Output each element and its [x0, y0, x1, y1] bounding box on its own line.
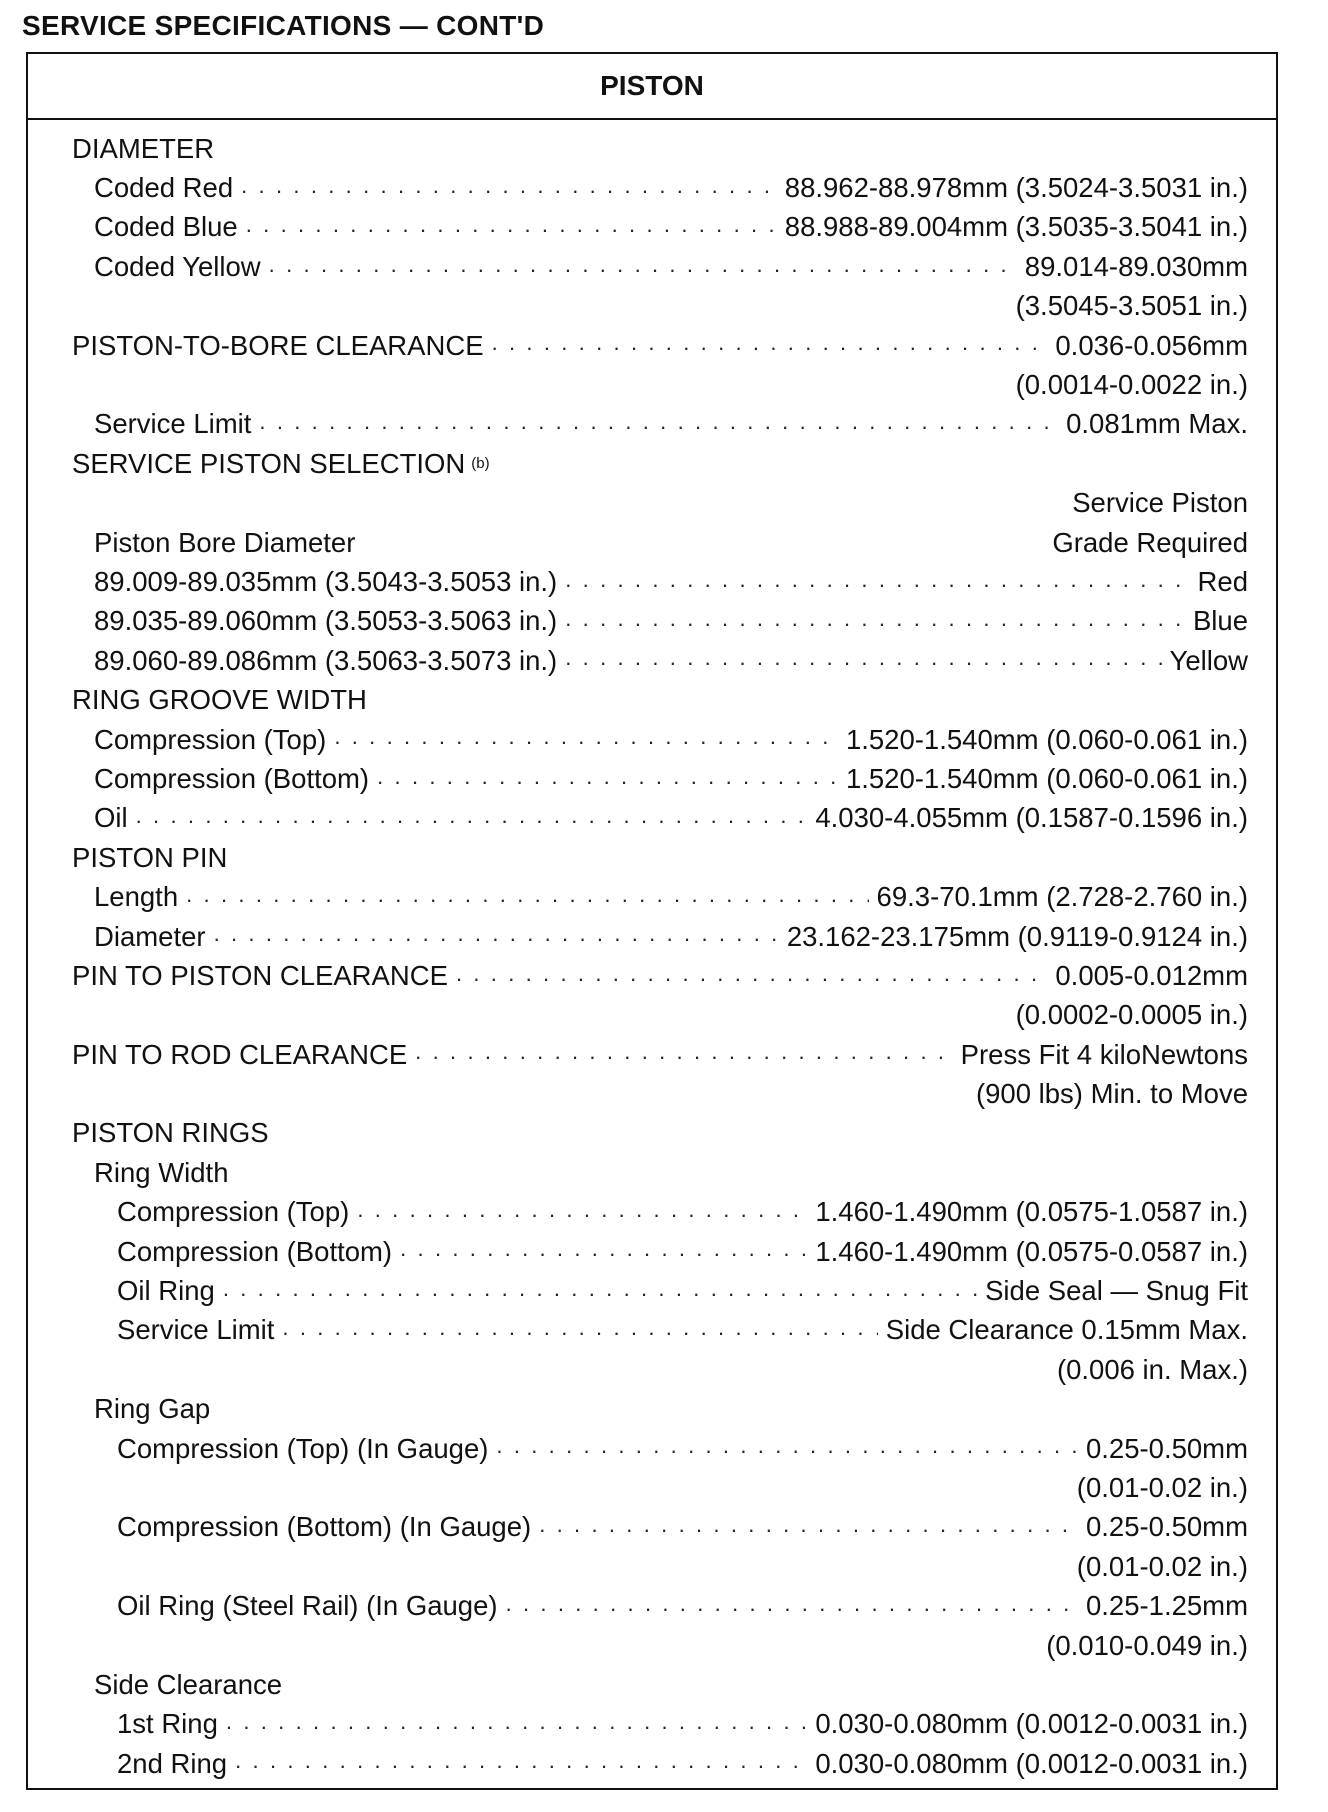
dot-leader: [136, 803, 808, 838]
spec-value: Press Fit 4 kiloNewtons: [960, 1038, 1248, 1070]
spec-rows: [28, 120, 1276, 1783]
spec-row-continuation: [28, 1468, 1276, 1507]
spec-label: Compression (Top): [117, 1196, 350, 1228]
section-label: RING GROOVE WIDTH: [72, 684, 367, 716]
sps-row-blue: [28, 602, 1276, 641]
page-title: SERVICE SPECIFICATIONS — CONT'D: [22, 10, 545, 41]
dot-leader: [539, 1512, 1078, 1547]
spec-label: Coded Blue: [94, 211, 238, 243]
spec-label: Coded Yellow: [94, 250, 261, 282]
section-label: DIAMETER: [72, 132, 215, 164]
subsection-label: Ring Gap: [94, 1393, 211, 1425]
spec-row-sc-1st: [28, 1705, 1276, 1744]
spec-value-cont: (0.010-0.049 in.): [1046, 1629, 1248, 1661]
dot-leader: [334, 724, 838, 759]
section-ring-groove-width: [28, 680, 1276, 719]
spec-value: 1.520-1.540mm (0.060-0.061 in.): [845, 762, 1248, 794]
spec-row-continuation: [28, 1074, 1276, 1113]
spec-row-pin-to-piston: [28, 956, 1276, 995]
spec-row-rg-oil-ring: [28, 1586, 1276, 1625]
spec-row-rgw-oil: [28, 799, 1276, 838]
dot-leader: [565, 645, 1161, 680]
spec-label: 89.009-89.035mm (3.5043-3.5053 in.): [94, 565, 558, 597]
dot-leader: [357, 1197, 807, 1232]
spec-row-rw-service-limit: [28, 1311, 1276, 1350]
section-label: PISTON PIN: [72, 841, 228, 873]
spec-value: Red: [1197, 565, 1248, 597]
spec-value: 0.25-0.50mm: [1085, 1432, 1248, 1464]
dot-leader: [235, 1748, 807, 1783]
spec-row-coded-blue: [28, 208, 1276, 247]
spec-row-rg-comp-bottom: [28, 1508, 1276, 1547]
spec-label: Service Limit: [94, 408, 252, 440]
spec-value: 23.162-23.175mm (0.9119-0.9124 in.): [786, 920, 1248, 952]
spec-row-pin-diameter: [28, 917, 1276, 956]
spec-value: 4.030-4.055mm (0.1587-0.1596 in.): [815, 802, 1248, 834]
subsection-label: Ring Width: [94, 1156, 229, 1188]
dot-leader: [282, 1315, 877, 1350]
dot-leader: [565, 606, 1185, 641]
spec-row-rgw-comp-top: [28, 720, 1276, 759]
subsection-ring-gap: [28, 1390, 1276, 1429]
spec-value: 1.460-1.490mm (0.0575-1.0587 in.): [815, 1196, 1248, 1228]
column-header: Service Piston: [1072, 487, 1248, 519]
spec-row-rg-comp-top: [28, 1429, 1276, 1468]
spec-label: 89.060-89.086mm (3.5063-3.5073 in.): [94, 644, 558, 676]
spec-label: PIN TO PISTON CLEARANCE: [72, 959, 448, 991]
spec-value-cont: (0.006 in. Max.): [1056, 1353, 1248, 1385]
dot-leader: [492, 330, 1048, 365]
spec-row-coded-red: [28, 168, 1276, 207]
spec-row-continuation: [28, 1626, 1276, 1665]
spec-value: Yellow: [1169, 644, 1248, 676]
spec-value: 0.081mm Max.: [1066, 408, 1248, 440]
sps-row-red: [28, 562, 1276, 601]
spec-label: PIN TO ROD CLEARANCE: [72, 1038, 408, 1070]
spec-label: Oil: [94, 802, 128, 834]
spec-row-piston-to-bore: [28, 326, 1276, 365]
sps-column-header-top: [28, 484, 1276, 523]
table-header: PISTON: [28, 54, 1276, 120]
dot-leader: [269, 252, 1017, 287]
spec-row-coded-yellow: [28, 247, 1276, 286]
dot-leader: [565, 567, 1189, 602]
spec-label: Diameter: [94, 920, 206, 952]
spec-row-continuation: [28, 287, 1276, 326]
spec-value: 0.005-0.012mm: [1055, 959, 1248, 991]
spec-row-continuation: [28, 996, 1276, 1035]
spec-label: Oil Ring (Steel Rail) (In Gauge): [117, 1590, 498, 1622]
dot-leader: [246, 212, 777, 247]
spec-row-pin-length: [28, 877, 1276, 916]
spec-label: Compression (Bottom) (In Gauge): [117, 1511, 532, 1543]
spec-label: 1st Ring: [117, 1708, 218, 1740]
dot-leader: [377, 764, 838, 799]
spec-row-continuation: [28, 365, 1276, 404]
section-service-piston-selection: [28, 444, 1276, 483]
spec-value: 0.036-0.056mm: [1055, 329, 1248, 361]
spec-value: 88.988-89.004mm (3.5035-3.5041 in.): [784, 211, 1248, 243]
spec-value: 0.030-0.080mm (0.0012-0.0031 in.): [815, 1747, 1248, 1779]
subsection-ring-width: [28, 1153, 1276, 1192]
spec-row-rw-oil-ring: [28, 1271, 1276, 1310]
dot-leader: [226, 1709, 807, 1744]
spec-label: Compression (Bottom): [117, 1235, 393, 1267]
spec-value: Side Clearance 0.15mm Max.: [885, 1314, 1248, 1346]
spec-value: Side Seal — Snug Fit: [985, 1275, 1248, 1307]
spec-label: Oil Ring: [117, 1275, 215, 1307]
dot-leader: [456, 961, 1047, 996]
spec-value: 1.460-1.490mm (0.0575-0.0587 in.): [815, 1235, 1248, 1267]
dot-leader: [400, 1236, 807, 1271]
section-label: PISTON RINGS: [72, 1117, 269, 1149]
dot-leader: [241, 173, 777, 208]
spec-value: Blue: [1192, 605, 1248, 637]
spec-row-continuation: [28, 1547, 1276, 1586]
dot-leader: [415, 1039, 953, 1074]
spec-value-cont: (900 lbs) Min. to Move: [975, 1078, 1248, 1110]
spec-label: Compression (Top): [94, 723, 327, 755]
section-piston-rings: [28, 1114, 1276, 1153]
subsection-side-clearance: [28, 1665, 1276, 1704]
spec-row-rw-comp-bottom: [28, 1232, 1276, 1271]
spec-label: Length: [94, 881, 179, 913]
spec-value: 88.962-88.978mm (3.5024-3.5031 in.): [784, 172, 1248, 204]
spec-value: 1.520-1.540mm (0.060-0.061 in.): [845, 723, 1248, 755]
subsection-label: Side Clearance: [94, 1668, 283, 1700]
spec-value: 0.25-0.50mm: [1085, 1511, 1248, 1543]
spec-value: 89.014-89.030mm: [1024, 250, 1248, 282]
spec-row-rgw-comp-bottom: [28, 759, 1276, 798]
spec-value-cont: (3.5045-3.5051 in.): [1015, 290, 1248, 322]
spec-row-pin-to-rod: [28, 1035, 1276, 1074]
spec-label: PISTON-TO-BORE CLEARANCE: [72, 329, 484, 361]
spec-row-continuation: [28, 1350, 1276, 1389]
spec-row-rw-comp-top: [28, 1193, 1276, 1232]
section-diameter: [28, 129, 1276, 168]
footnote-marker: (b): [471, 455, 490, 473]
spec-row-service-limit: [28, 405, 1276, 444]
spec-table: [26, 52, 1278, 1790]
spec-value: 0.030-0.080mm (0.0012-0.0031 in.): [815, 1708, 1248, 1740]
column-header: Piston Bore Diameter: [94, 526, 356, 558]
spec-value-cont: (0.0002-0.0005 in.): [1015, 999, 1248, 1031]
sps-row-yellow: [28, 641, 1276, 680]
dot-leader: [506, 1591, 1078, 1626]
spec-value-cont: (0.01-0.02 in.): [1076, 1550, 1248, 1582]
dot-leader: [186, 882, 868, 917]
spec-label: Coded Red: [94, 172, 234, 204]
column-header: Grade Required: [1052, 526, 1248, 558]
spec-row-sc-2nd: [28, 1744, 1276, 1783]
section-label: SERVICE PISTON SELECTION: [72, 447, 466, 479]
spec-value-cont: (0.01-0.02 in.): [1076, 1471, 1248, 1503]
spec-label: 89.035-89.060mm (3.5053-3.5063 in.): [94, 605, 558, 637]
spec-label: 2nd Ring: [117, 1747, 228, 1779]
dot-leader: [214, 921, 779, 956]
spec-label: Compression (Top) (In Gauge): [117, 1432, 489, 1464]
dot-leader: [223, 1276, 977, 1311]
spec-value-cont: (0.0014-0.0022 in.): [1015, 369, 1248, 401]
spec-value: 0.25-1.25mm: [1085, 1590, 1248, 1622]
spec-label: Compression (Bottom): [94, 762, 370, 794]
dot-leader: [496, 1433, 1078, 1468]
section-piston-pin: [28, 838, 1276, 877]
dot-leader: [259, 409, 1058, 444]
sps-column-headers: [28, 523, 1276, 562]
spec-label: Service Limit: [117, 1314, 275, 1346]
spec-value: 69.3-70.1mm (2.728-2.760 in.): [876, 881, 1248, 913]
